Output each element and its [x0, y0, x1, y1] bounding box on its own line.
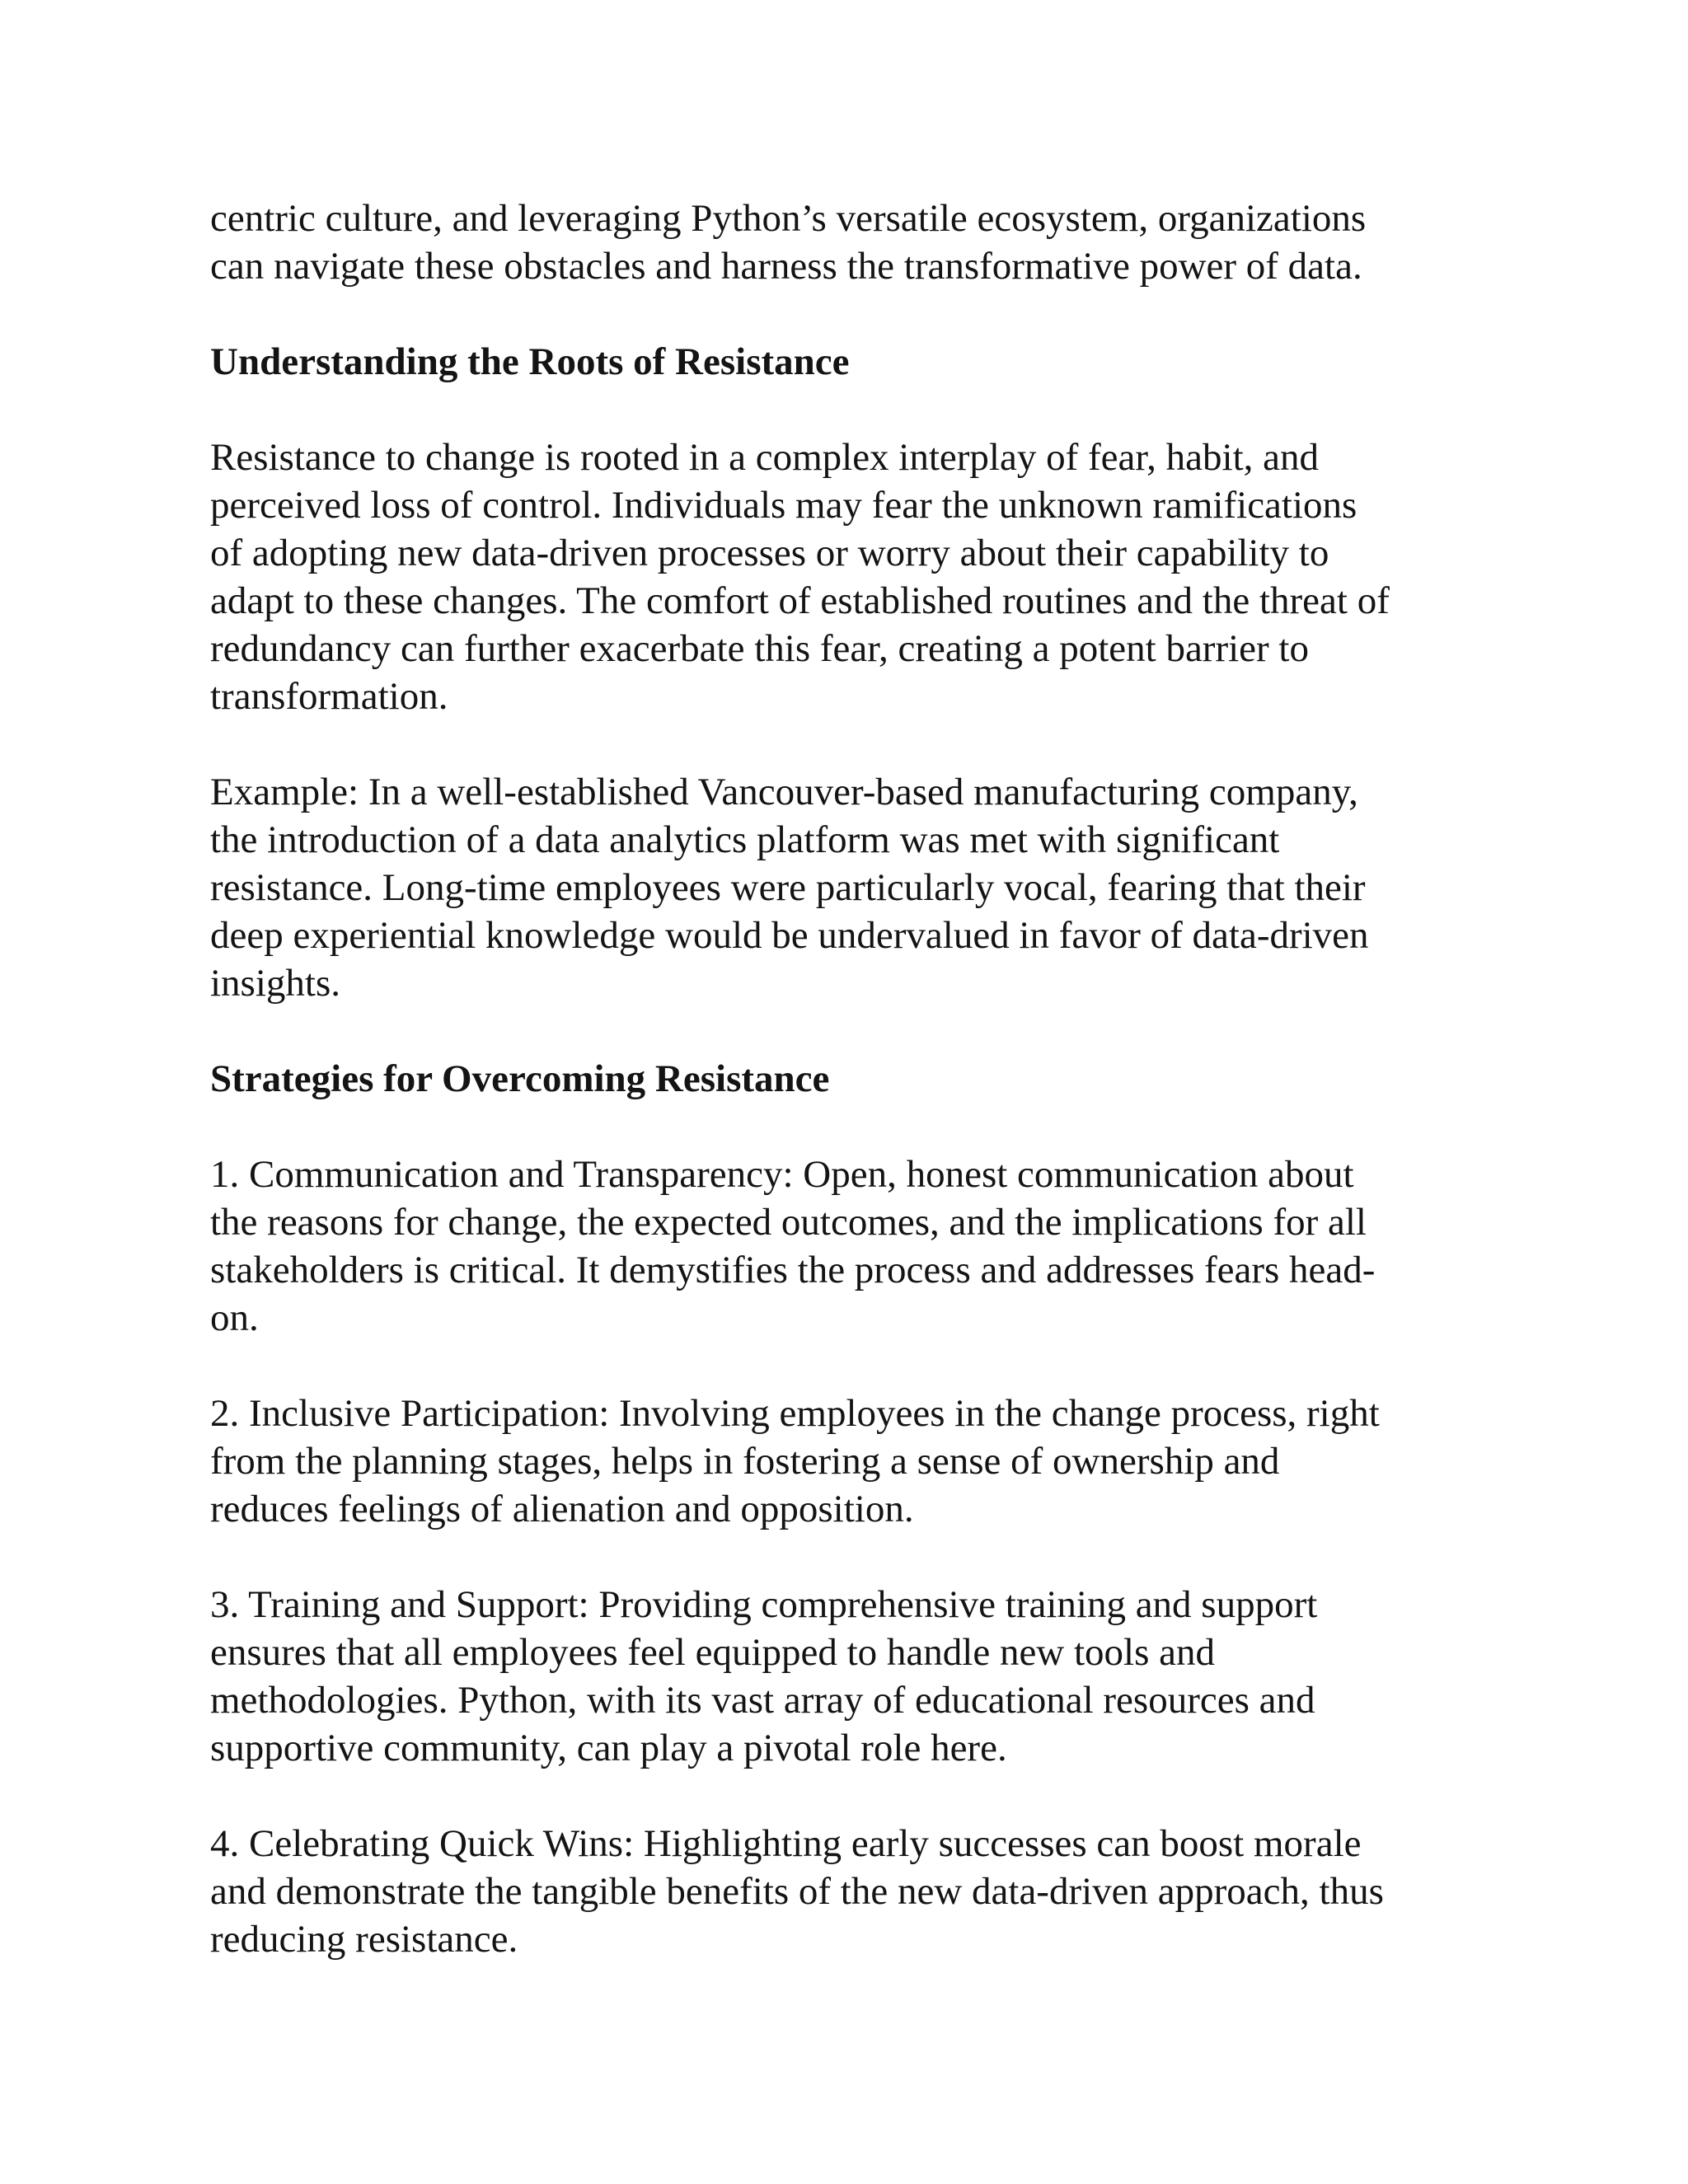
- section-heading-strategies: Strategies for Overcoming Resistance: [210, 1057, 830, 1100]
- body-paragraph: Resistance to change is rooted in a complex interplay of fear, habit, and perceived loss of control. Individuals may fear the unknown ramifications of adopting new data-driven processes or worry about their capability to adapt to these changes. The comfort of established routines and the threat of redundancy can further exacerbate this fear, creating a potent barrier to transformation.: [210, 436, 1390, 718]
- list-item: 4. Celebrating Quick Wins: Highlighting early successes can boost morale and demonstrate the tangible benefits of the new data-driven approach, thus reducing resistance.: [210, 1822, 1384, 1961]
- list-item: 3. Training and Support: Providing comprehensive training and support ensures that all employees feel equipped to handle new tools and methodologies. Python, with its vast array of educational resources and supportive community, can play a pivotal role here.: [210, 1583, 1318, 1769]
- list-item: 1. Communication and Transparency: Open, honest communication about the reasons for change, the expected outcomes, and the implications for all stakeholders is critical. It demystifies the process and addresses fears head- on.: [210, 1153, 1376, 1339]
- example-paragraph: Example: In a well-established Vancouver-based manufacturing company, the introduction of a data analytics platform was met with significant resistance. Long-time employees were particularly vocal, fearing that their deep experiential knowledge would be undervalued in favor of data-driven insights.: [210, 771, 1369, 1005]
- section-heading-roots: Understanding the Roots of Resistance: [210, 340, 850, 383]
- intro-paragraph: centric culture, and leveraging Python’s versatile ecosystem, organizations can navigate these obstacles and harness the transformative power of data.: [210, 197, 1367, 288]
- document-page: [210, 194, 1484, 2011]
- list-item: 2. Inclusive Participation: Involving employees in the change process, right from the planning stages, helps in fostering a sense of ownership and reduces feelings of alienation and opposition.: [210, 1392, 1380, 1530]
